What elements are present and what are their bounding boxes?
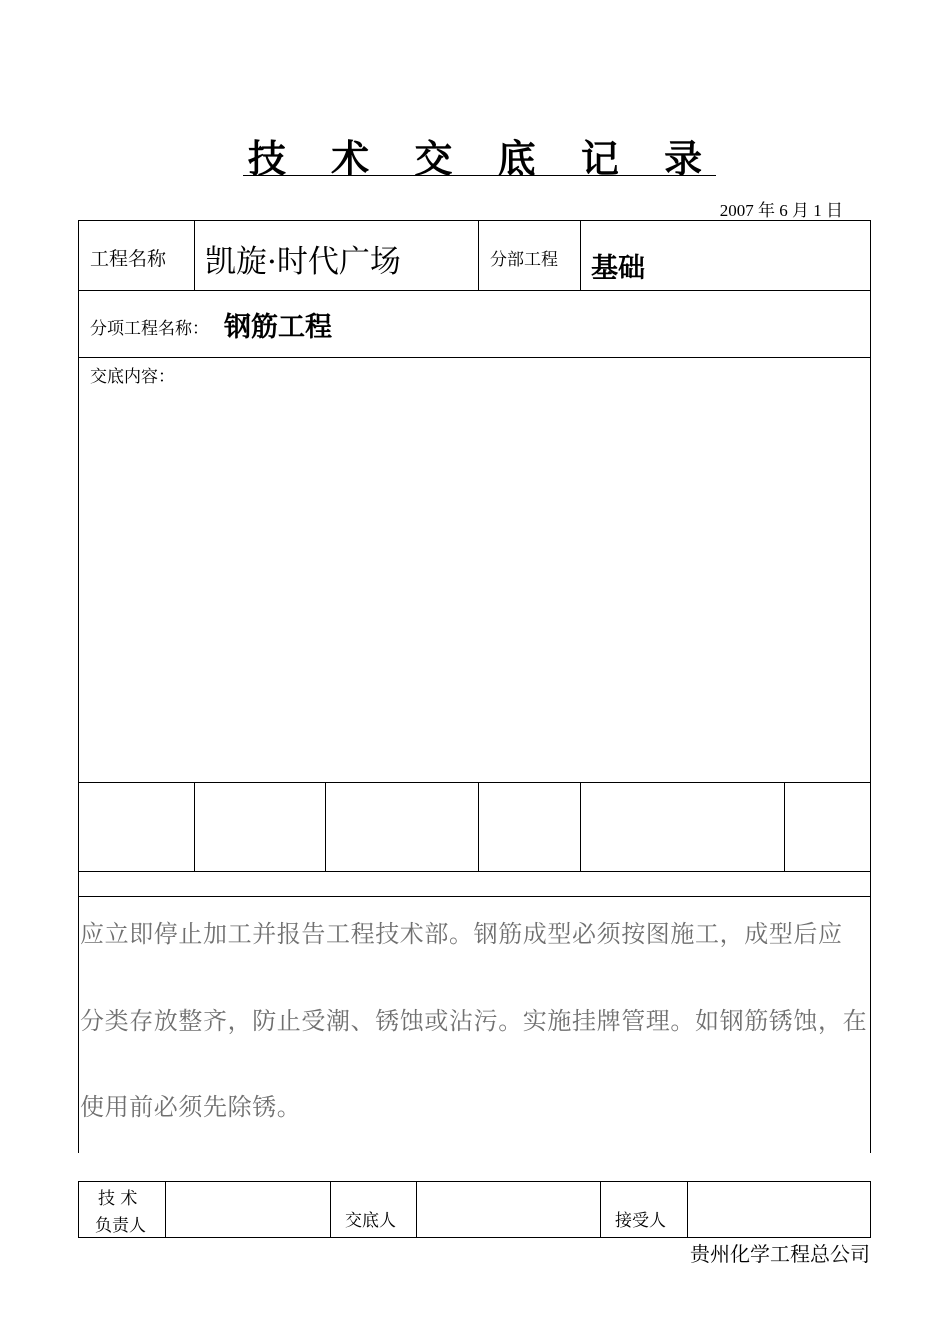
item-name-value: 钢筋工程 <box>224 312 332 343</box>
document-title: 技 术 交 底 记 录 <box>247 136 719 181</box>
cell-divider <box>870 1181 871 1237</box>
row-divider <box>78 782 871 783</box>
item-name-label: 分项工程名称： <box>90 319 209 339</box>
table-border-left <box>78 220 79 1153</box>
cell-divider <box>325 782 326 871</box>
sub-project-value: 基础 <box>591 253 645 284</box>
tech-lead-label-line2: 负责人 <box>95 1216 146 1236</box>
body-line-2: 分类存放整齐，防止受潮、锈蚀或沾污。实施挂牌管理。如钢筋锈蚀，在 <box>80 1007 868 1035</box>
cell-divider <box>478 220 479 290</box>
sub-project-label: 分部工程 <box>490 250 558 270</box>
cell-divider <box>784 782 785 871</box>
cell-divider <box>78 1181 79 1237</box>
cell-divider <box>580 782 581 871</box>
cell-divider <box>330 1181 331 1237</box>
cell-divider <box>478 782 479 871</box>
body-line-1: 应立即停止加工并报告工程技术部。钢筋成型必须按图施工，成型后应 <box>80 920 843 948</box>
cell-divider <box>580 220 581 290</box>
row-divider <box>78 290 871 291</box>
sig-table-top <box>78 1181 871 1182</box>
record-date: 2007 年 6 月 1 日 <box>719 201 843 220</box>
table-border-top <box>78 220 871 221</box>
tech-lead-label-line1: 技 术 <box>98 1189 138 1209</box>
project-name-value: 凯旋·时代广场 <box>205 244 401 280</box>
cell-divider <box>194 782 195 871</box>
content-label: 交底内容： <box>90 367 175 387</box>
body-line-3: 使用前必须先除锈。 <box>80 1093 302 1121</box>
row-divider <box>78 357 871 358</box>
cell-divider <box>416 1181 417 1237</box>
cell-divider <box>600 1181 601 1237</box>
company-name: 贵州化学工程总公司 <box>690 1242 870 1266</box>
row-divider <box>78 871 871 872</box>
row-divider <box>78 896 871 897</box>
title-underline <box>243 175 716 176</box>
cell-divider <box>687 1181 688 1237</box>
project-name-label: 工程名称 <box>90 248 167 270</box>
cell-divider <box>194 220 195 290</box>
discloser-label: 交底人 <box>345 1211 396 1231</box>
receiver-label: 接受人 <box>615 1211 666 1231</box>
cell-divider <box>165 1181 166 1237</box>
